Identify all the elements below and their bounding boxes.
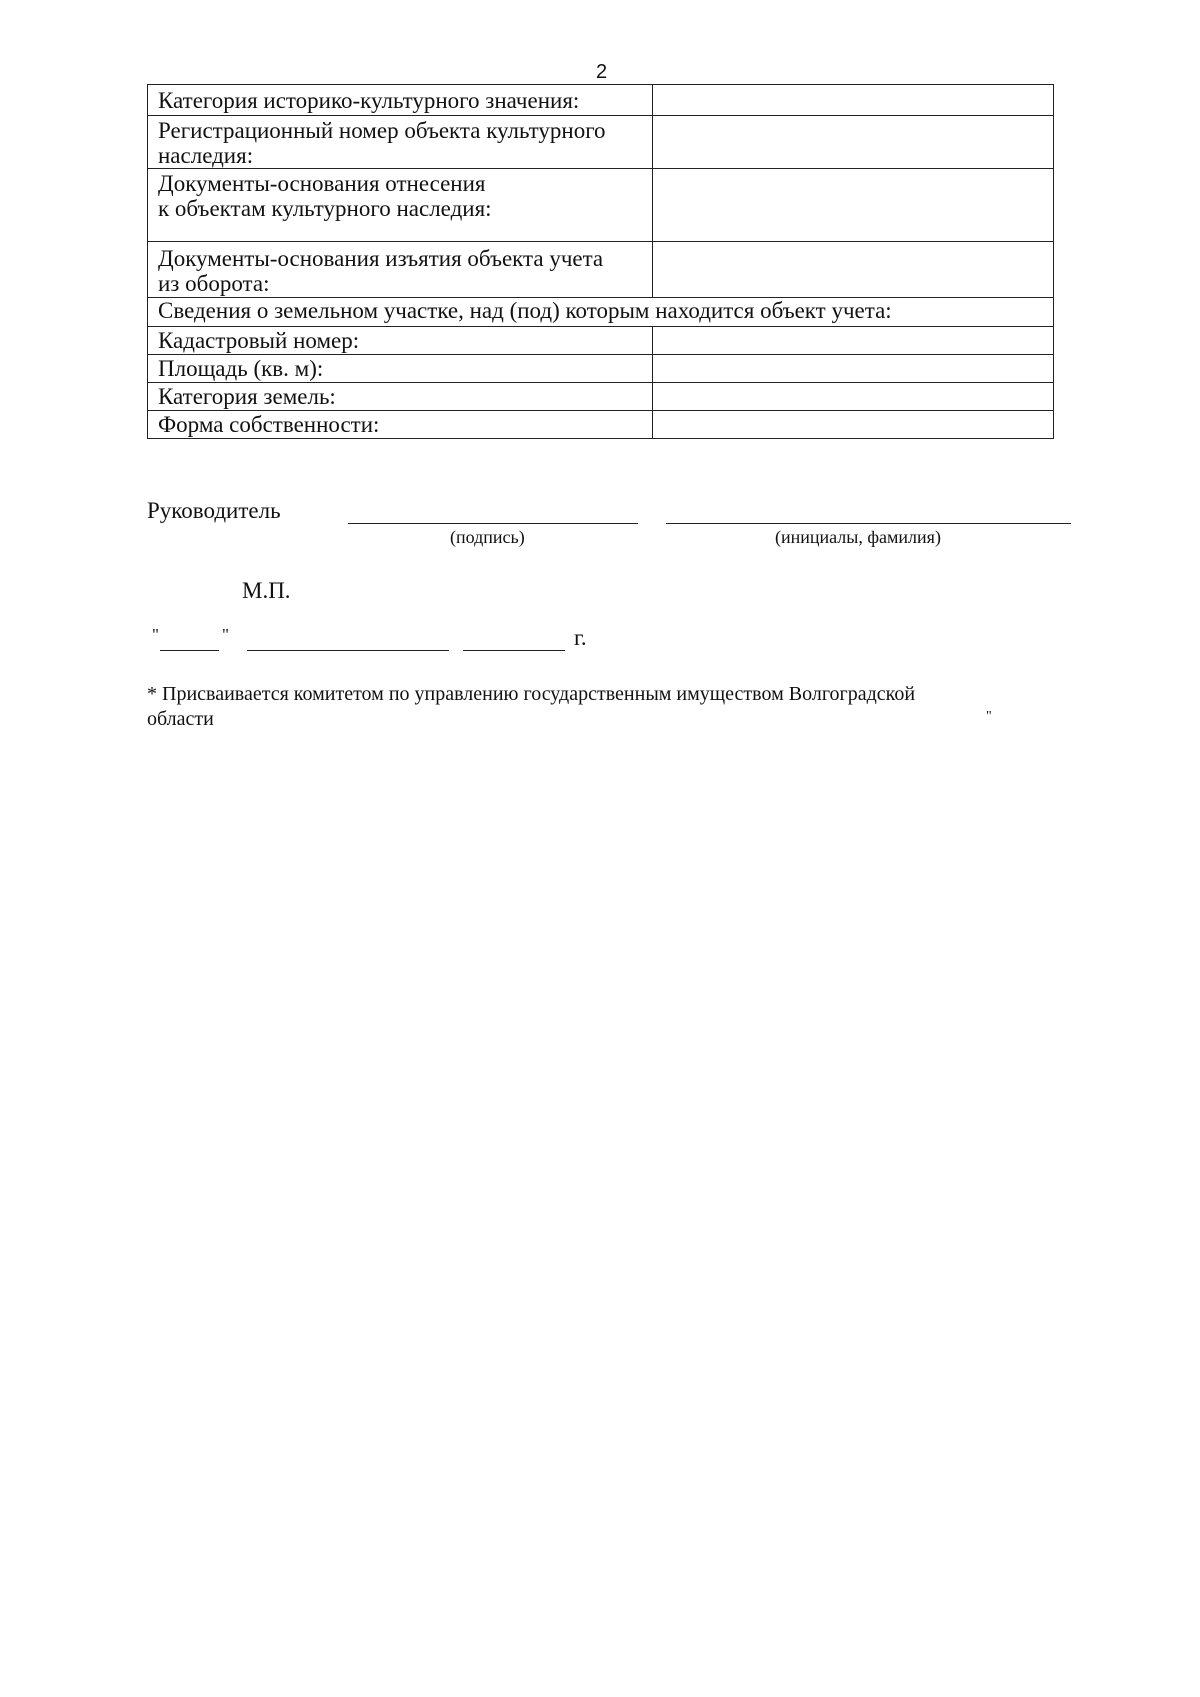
stray-mark: " <box>986 709 992 724</box>
name-caption: (инициалы, фамилия) <box>775 527 941 547</box>
field-label-line: к объектам культурного наследия: <box>158 196 492 221</box>
name-line[interactable] <box>666 523 1071 524</box>
field-label <box>148 85 653 116</box>
table-row <box>148 116 1054 169</box>
stamp-label: М.П. <box>242 578 291 603</box>
field-value-cell[interactable] <box>653 85 1054 116</box>
table-row <box>148 411 1054 439</box>
date-year-line[interactable] <box>463 650 565 651</box>
field-value-cell[interactable] <box>653 242 1054 298</box>
field-value-cell[interactable] <box>653 411 1054 439</box>
table-row <box>148 85 1054 116</box>
field-label <box>148 327 653 355</box>
field-label-line: Документы-основания отнесения <box>158 171 486 196</box>
field-label-line: Категория историко-культурного значения: <box>158 88 580 113</box>
field-label <box>148 383 653 411</box>
field-label-line: из оборота: <box>158 271 270 296</box>
field-value-cell[interactable] <box>653 327 1054 355</box>
footnote-continuation: области <box>147 708 214 730</box>
field-label-line: Форма собственности: <box>158 412 380 437</box>
field-label <box>148 242 653 298</box>
field-value-cell[interactable] <box>653 116 1054 169</box>
field-label <box>148 355 653 383</box>
date-month-line[interactable] <box>247 650 449 651</box>
date-close-quote: " <box>222 625 229 644</box>
footnote: * Присваивается комитетом по управлению государственным имуществом Волгоградской <box>147 683 916 705</box>
date-open-quote: " <box>152 625 159 644</box>
field-label-line: наследия: <box>158 143 254 168</box>
field-label-line: Кадастровый номер: <box>158 328 360 353</box>
field-value-cell[interactable] <box>653 383 1054 411</box>
table-row <box>148 355 1054 383</box>
field-label <box>148 116 653 169</box>
land-plot-section-heading: Сведения о земельном участке, над (под) которым находится объект учета: <box>148 298 1054 327</box>
table-row <box>148 169 1054 242</box>
object-info-table <box>147 84 1054 439</box>
signature-line[interactable] <box>348 523 638 524</box>
field-value-cell[interactable] <box>653 355 1054 383</box>
field-label-line: Площадь (кв. м): <box>158 356 324 381</box>
field-label-line: Документы-основания изъятия объекта учета <box>158 246 604 271</box>
table-row <box>148 242 1054 298</box>
table-row <box>148 327 1054 355</box>
date-day-line[interactable] <box>160 650 219 651</box>
date-year-suffix: г. <box>574 625 587 650</box>
field-label <box>148 411 653 439</box>
field-label-line: Категория земель: <box>158 384 336 409</box>
field-label <box>148 169 653 242</box>
signature-caption: (подпись) <box>450 527 525 547</box>
page-number: 2 <box>596 61 608 83</box>
field-label-line: Регистрационный номер объекта культурного <box>158 118 606 143</box>
field-value-cell[interactable] <box>653 169 1054 242</box>
table-section-row <box>148 298 1054 327</box>
table-row <box>148 383 1054 411</box>
head-label: Руководитель <box>147 498 281 523</box>
